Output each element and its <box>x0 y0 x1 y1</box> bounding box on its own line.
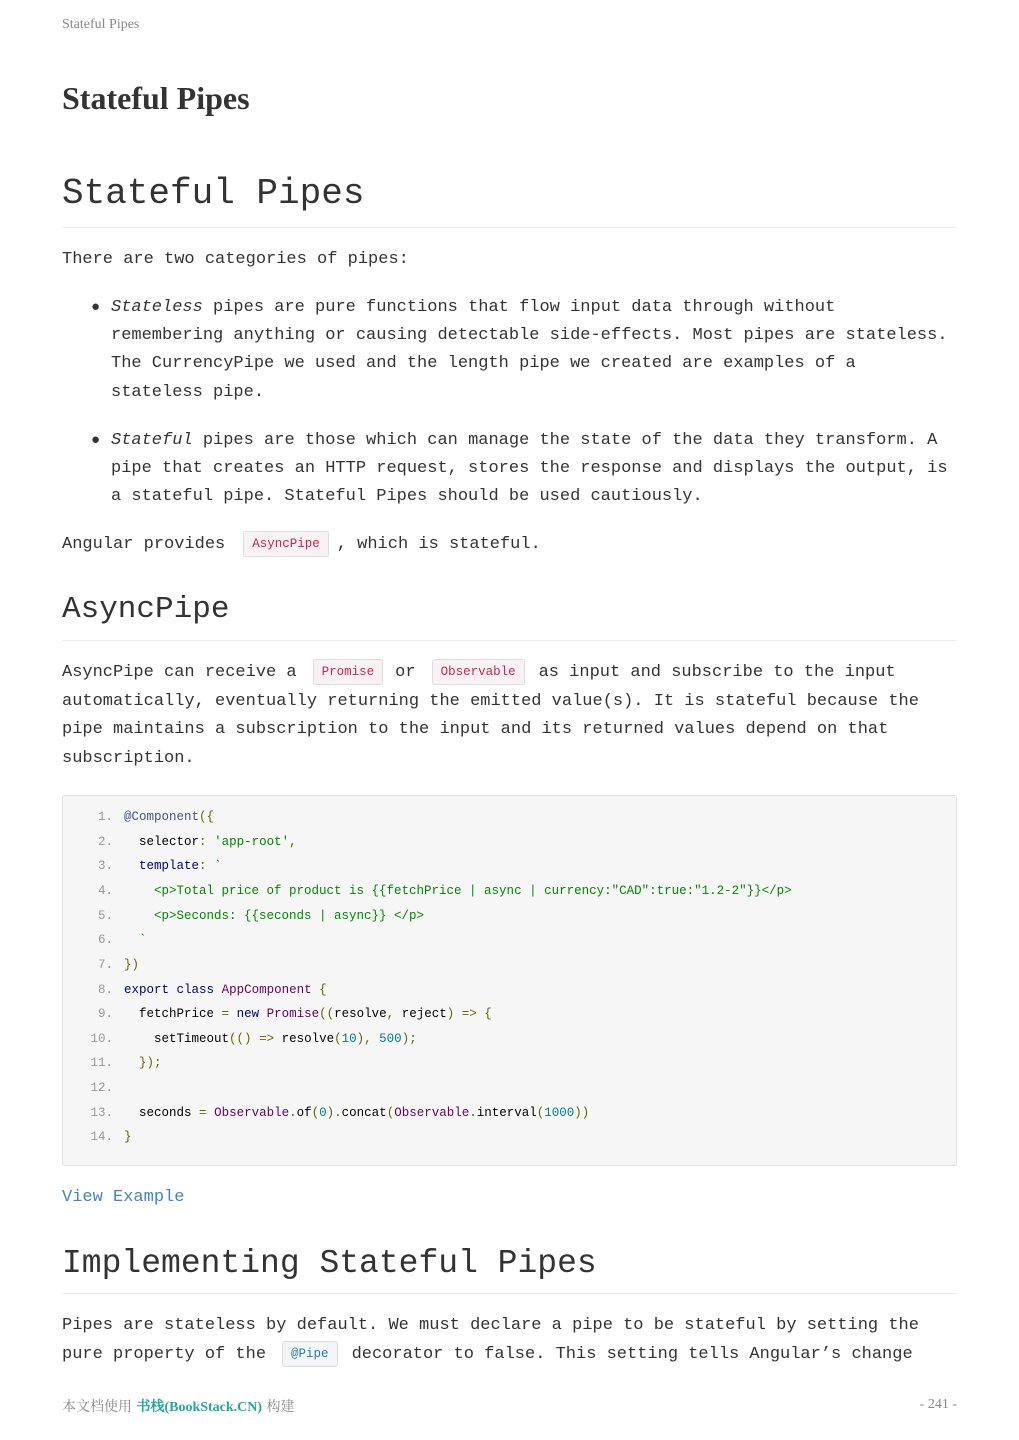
code-line: 1. @Component({ <box>97 810 215 824</box>
code-line: 12. <box>90 1081 113 1095</box>
code-line: 7. }) <box>97 958 140 972</box>
code-line: 14. } <box>90 1130 132 1144</box>
code-line: 9. fetchPrice = new Promise((resolve, reject) => { <box>97 1007 492 1021</box>
running-header: Stateful Pipes <box>62 17 140 32</box>
intro-paragraph: There are two categories of pipes: <box>62 250 409 269</box>
term-stateful: Stateful <box>111 430 193 450</box>
book-title: Stateful Pipes <box>62 80 250 116</box>
view-example-link[interactable]: View Example <box>62 1188 185 1207</box>
list-item <box>62 427 957 512</box>
code-line: 5. <p>Seconds: {{seconds | async}} </p> <box>97 909 425 923</box>
code-line: 4. <p>Total price of product is {{fetchPrice | async | currency:"CAD":true:"1.2-2"}}</p> <box>97 884 792 898</box>
code-block <box>62 795 957 1166</box>
code-line: 13. seconds = Observable.of(0).concat(Observable.interval(1000)) <box>90 1106 590 1120</box>
inline-code-promise: Promise <box>313 659 384 685</box>
code-line: 6. ` <box>97 933 147 947</box>
asyncpipe-paragraph: AsyncPipe can receive a Promise or Observable as input and subscribe to the input automatically, eventually returning the emitted value(s). It is stateful because the pipe maintains a subscription to the input and its returned values depend on that subscription. <box>62 659 957 773</box>
pipe-categories-list <box>62 294 957 511</box>
list-item <box>62 294 957 407</box>
section-heading-stateful-pipes: Stateful Pipes <box>62 172 957 228</box>
code-line: 2. selector: 'app-root', <box>97 835 297 849</box>
code-line: 10. setTimeout(() => resolve(10), 500); <box>90 1032 417 1046</box>
bullet-icon: ● <box>91 431 101 449</box>
footer-credit: 本文档使用 书栈(BookStack.CN) 构建 <box>62 1399 295 1415</box>
inline-code-pipe-decorator: @Pipe <box>282 1341 338 1367</box>
inline-code-asyncpipe: AsyncPipe <box>243 531 329 557</box>
list-item-text: pipes are those which can manage the state of the data they transform. A pipe that creates an HTTP request, stores the response and displays the output, is a stateful pipe. Stateful Pipes should be used cautiously. <box>111 430 948 507</box>
term-stateless: Stateless <box>111 298 203 317</box>
code-line: 8. export class AppComponent { <box>97 983 327 997</box>
section-heading-asyncpipe: AsyncPipe <box>62 590 957 641</box>
code-line: 11. }); <box>90 1056 162 1070</box>
section-heading-implementing-stateful-pipes: Implementing Stateful Pipes <box>62 1243 957 1294</box>
asyncpipe-provides-paragraph: Angular provides AsyncPipe , which is stateful. <box>62 531 957 560</box>
implementing-paragraph: Pipes are stateless by default. We must declare a pipe to be stateful by setting the pure property of the @Pipe decorator to false. This setting tells Angular’s change <box>62 1312 957 1369</box>
code-line: 3. template: ` <box>97 859 222 873</box>
inline-code-observable: Observable <box>432 659 525 685</box>
bullet-icon: ● <box>91 299 101 316</box>
list-item-text: pipes are pure functions that flow input data through without remembering anything or causing detectable side-effects. Most pipes are stateless. The CurrencyPipe we used and the length pipe we created are examples of a stateless pipe. <box>111 298 948 402</box>
page-number: - 241 - <box>919 1397 957 1412</box>
bookstack-link[interactable]: 书栈(BookStack.CN) <box>136 1400 263 1415</box>
